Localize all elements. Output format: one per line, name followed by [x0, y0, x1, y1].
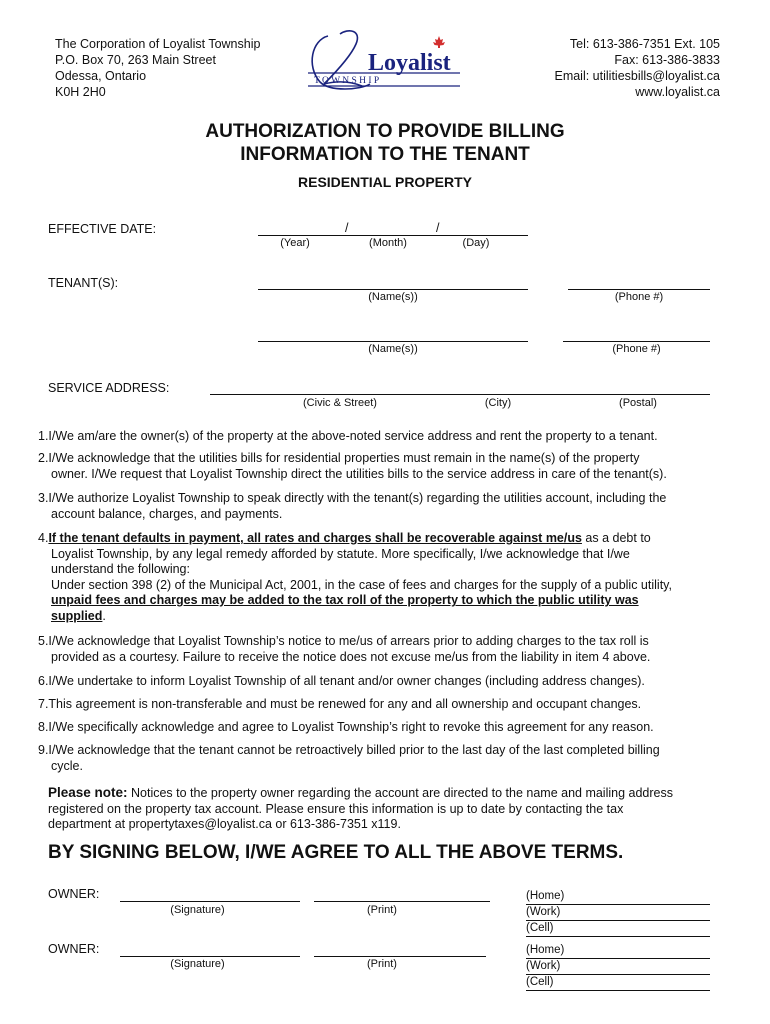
note-text: Notices to the property owner regarding the account are directed to the name and mailing address: [127, 786, 673, 800]
clause-text: 3.I/We authorize Loyalist Township to speak directly with the tenant(s) regarding the utilities account, including the: [38, 491, 667, 505]
city-caption: (City): [484, 397, 512, 409]
service-address-field[interactable]: [210, 394, 710, 395]
title-line-2: INFORMATION TO THE TENANT: [240, 144, 530, 165]
clause-8: 8.I/We specifically acknowledge and agree to Loyalist Township’s right to revoke this agreement for any reason.: [38, 720, 654, 734]
contact-email: Email: utilitiesbills@loyalist.ca: [554, 69, 720, 83]
logo-sub: T O W N S H I P: [314, 76, 380, 86]
print-caption: (Print): [367, 958, 397, 970]
cell-phone-field[interactable]: (Cell): [526, 975, 710, 991]
clause-text: Loyalist Township, by any legal remedy afforded by statute. More specifically, I/we acknowledge that I/we: [51, 546, 630, 561]
signature-caption: (Signature): [170, 904, 225, 916]
note-text: registered on the property tax account. Please ensure this information is up to date by contacting the tax: [48, 801, 624, 816]
date-separator: /: [345, 221, 349, 235]
owner-label: OWNER:: [48, 942, 100, 956]
effective-date-label: EFFECTIVE DATE:: [48, 222, 157, 236]
year-caption: (Year): [280, 237, 310, 249]
day-caption: (Day): [462, 237, 490, 249]
clause-text: 9.I/We acknowledge that the tenant cannot be retroactively billed prior to the last day of the last completed billing: [38, 743, 660, 757]
logo-name: Loyalist: [368, 50, 451, 76]
note-text: department at propertytaxes@loyalist.ca or 613-386-7351 x119.: [48, 817, 401, 832]
print-caption: (Print): [367, 904, 397, 916]
phone-caption: (Phone #): [612, 343, 661, 355]
phone-caption: (Phone #): [614, 291, 664, 303]
tenant-name-field-1[interactable]: [258, 289, 528, 290]
address-line: Odessa, Ontario: [55, 69, 147, 83]
clause-text: owner. I/We request that Loyalist Township direct the utilities bills to the service address in care of the tenant(s).: [51, 466, 667, 481]
home-phone-field[interactable]: (Home): [526, 943, 710, 959]
clause-text: 2.I/We acknowledge that the utilities bills for residential properties must remain in the name(s) of the property: [38, 451, 640, 465]
clause-3: [38, 491, 738, 522]
form-title: [0, 120, 770, 166]
tenant-name-field-2[interactable]: [258, 341, 528, 342]
please-note: [48, 785, 738, 833]
work-phone-field[interactable]: (Work): [526, 959, 710, 975]
work-phone-field[interactable]: (Work): [526, 905, 710, 921]
name-caption: (Name(s)): [368, 291, 418, 303]
address-line: P.O. Box 70, 263 Main Street: [55, 53, 216, 67]
clause-6: 6.I/We undertake to inform Loyalist Township of all tenant and/or owner changes (including address changes).: [38, 674, 645, 688]
clause-1: 1.I/We am/are the owner(s) of the property at the above-noted service address and rent the property to a tenant.: [38, 429, 658, 443]
clause-text: as a debt to: [581, 531, 651, 545]
clause-2: [38, 451, 738, 482]
postal-caption: (Postal): [619, 397, 657, 409]
name-caption: (Name(s)): [368, 343, 418, 355]
loyalist-township-logo: [300, 26, 470, 98]
contact-phone: Tel: 613-386-7351 Ext. 105: [569, 37, 720, 51]
clause-9: [38, 743, 738, 774]
owner-1-print-field[interactable]: [314, 901, 490, 902]
note-label: Please note:: [48, 785, 128, 800]
tenant-phone-field-1[interactable]: [568, 289, 710, 290]
supplied-emphasis: supplied: [51, 608, 103, 623]
default-clause-emphasis: If the tenant defaults in payment, all rates and charges shall be recoverable against me/us: [48, 531, 582, 545]
township-contact: [554, 36, 720, 100]
address-line: K0H 2H0: [55, 85, 106, 99]
contact-website: www.loyalist.ca: [635, 85, 720, 99]
owner-1-signature-field[interactable]: [120, 901, 300, 902]
tenants-label: TENANT(S):: [48, 276, 119, 290]
effective-date-field[interactable]: [258, 235, 528, 236]
clause-text: .: [102, 608, 106, 623]
owner-2-print-field[interactable]: [314, 956, 486, 957]
form-subtitle: RESIDENTIAL PROPERTY: [298, 174, 472, 190]
clause-text: understand the following:: [51, 562, 190, 577]
signature-caption: (Signature): [170, 958, 225, 970]
civic-caption: (Civic & Street): [303, 397, 377, 409]
clause-5: [38, 634, 738, 665]
home-phone-field[interactable]: (Home): [526, 889, 710, 905]
contact-fax: Fax: 613-386-3833: [614, 53, 720, 67]
address-line: The Corporation of Loyalist Township: [55, 37, 261, 51]
clause-text: Under section 398 (2) of the Municipal Act, 2001, in the case of fees and charges for the supply of a public utility,: [51, 577, 672, 592]
date-separator: /: [436, 221, 440, 235]
owner-label: OWNER:: [48, 887, 100, 901]
tax-roll-emphasis: unpaid fees and charges may be added to the tax roll of the property to which the public utility was: [51, 593, 639, 608]
clause-text: provided as a courtesy. Failure to receive the notice does not excuse me/us from the liability in item 4 above.: [51, 649, 651, 664]
title-line-1: AUTHORIZATION TO PROVIDE BILLING: [205, 121, 565, 142]
cell-phone-field[interactable]: (Cell): [526, 921, 710, 937]
clause-text: 5.I/We acknowledge that Loyalist Township’s notice to me/us of arrears prior to adding charges to the tax roll is: [38, 634, 649, 648]
clause-number: 4.: [38, 531, 49, 545]
township-address: [55, 36, 260, 100]
owner-2-signature-field[interactable]: [120, 956, 300, 957]
clause-text: cycle.: [51, 758, 83, 773]
clause-7: 7.This agreement is non-transferable and must be renewed for any and all ownership and occupant changes.: [38, 697, 642, 711]
tenant-phone-field-2[interactable]: [563, 341, 710, 342]
clause-4: [38, 531, 738, 625]
agreement-heading: BY SIGNING BELOW, I/WE AGREE TO ALL THE ABOVE TERMS.: [48, 842, 624, 863]
maple-leaf-icon: [433, 36, 445, 48]
clause-text: account balance, charges, and payments.: [51, 506, 283, 521]
service-address-label: SERVICE ADDRESS:: [48, 381, 170, 395]
month-caption: (Month): [369, 237, 407, 249]
owner-2-phones: [526, 943, 710, 991]
owner-1-phones: [526, 889, 710, 937]
